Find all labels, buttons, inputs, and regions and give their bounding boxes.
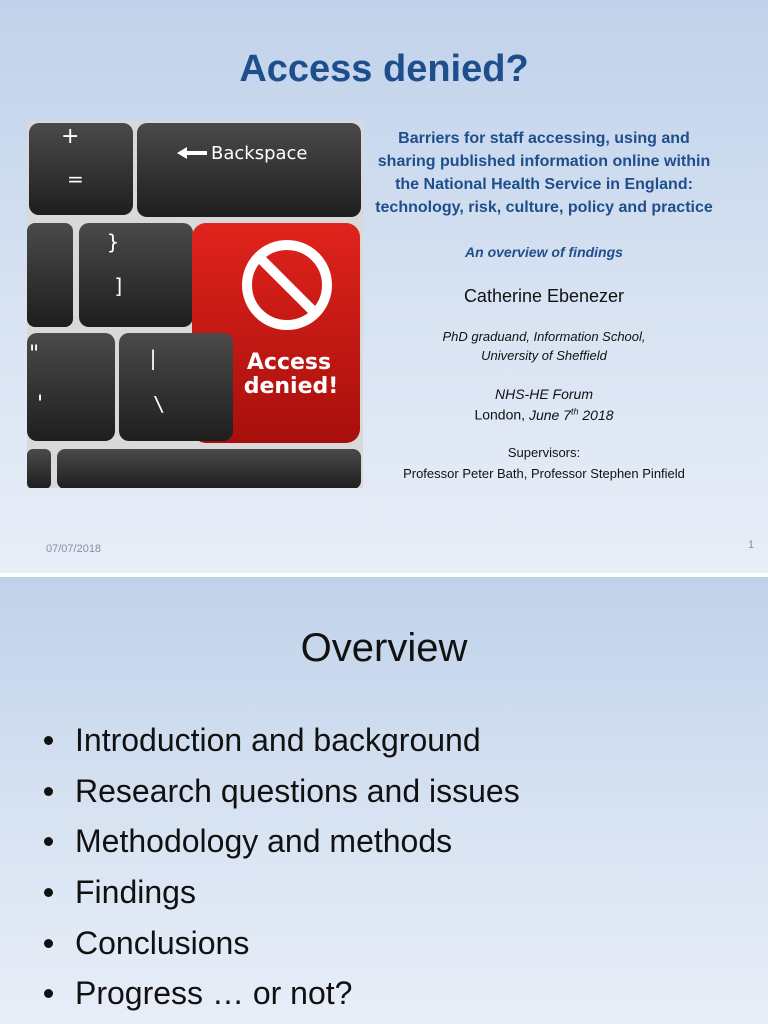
key-bottom-left — [27, 449, 51, 488]
affiliation-line: University of Sheffield — [481, 348, 607, 363]
apostrophe-key-label: ' — [37, 392, 44, 417]
subtitle-line: Barriers for staff accessing, using and — [398, 130, 690, 147]
venue-month: June 7 — [528, 406, 571, 423]
backspace-key — [137, 123, 361, 217]
access-denied-line2: denied! — [243, 374, 339, 399]
quote-key — [27, 333, 115, 441]
slide-number: 1 — [748, 539, 755, 551]
overview-note: An overview of findings — [465, 244, 623, 260]
subtitle-line: sharing published information online within — [377, 153, 711, 170]
brace-key — [79, 223, 193, 327]
list-item-text: Research questions and issues — [75, 772, 520, 809]
bullet-icon — [44, 888, 53, 897]
backspace-key-label: Backspace — [211, 143, 308, 164]
footer-date: 07/07/2018 — [46, 543, 102, 555]
shift-key — [57, 449, 361, 488]
supervisors-label: Supervisors: — [507, 445, 581, 460]
list-item — [44, 867, 520, 918]
affiliation-line: PhD graduand, Information School, — [442, 329, 646, 344]
bullet-icon — [44, 989, 53, 998]
subtitle — [366, 127, 722, 219]
list-item — [44, 816, 520, 867]
list-item-text: Methodology and methods — [75, 823, 453, 860]
bullet-icon — [44, 736, 53, 745]
supervisors-names: Professor Peter Bath, Professor Stephen Pinfield — [403, 466, 685, 481]
slide-title: Access denied? — [239, 48, 529, 90]
plus-key-label: + — [61, 124, 80, 149]
list-item-text: Conclusions — [75, 924, 250, 961]
affiliation — [366, 327, 722, 365]
bullet-icon — [44, 837, 53, 846]
list-item — [44, 715, 520, 766]
subtitle-line: the National Health Service in England: — [395, 176, 693, 193]
bullet-icon — [44, 787, 53, 796]
equals-key-label: = — [67, 167, 84, 191]
list-item-text: Progress … or not? — [75, 975, 353, 1012]
access-denied-line1: Access — [246, 350, 332, 375]
brace-key-label: } — [107, 230, 120, 254]
pipe-key-label: | — [147, 346, 160, 370]
venue-date — [366, 406, 722, 423]
slide-title: Overview — [300, 626, 468, 670]
list-item — [44, 968, 520, 1019]
list-item — [44, 918, 520, 969]
list-item — [44, 766, 520, 817]
backslash-key-label: \ — [153, 392, 166, 416]
key-left-partial — [27, 223, 73, 327]
forum-name: NHS-HE Forum — [494, 386, 593, 402]
venue-city: London, — [474, 406, 526, 423]
backslash-key — [119, 333, 233, 441]
slide-2 — [0, 577, 768, 1024]
venue-year: 2018 — [582, 406, 614, 423]
bullet-icon — [44, 939, 53, 948]
list-item-text: Introduction and background — [75, 722, 481, 758]
list-item-text: Findings — [75, 874, 196, 911]
subtitle-line: technology, risk, culture, policy and practice — [375, 199, 713, 216]
keyboard-access-denied-image — [27, 121, 363, 488]
bracket-key-label: ] — [113, 274, 126, 298]
quote-key-label: " — [29, 342, 40, 367]
venue-sup: th — [570, 406, 579, 416]
author-name: Catherine Ebenezer — [463, 286, 625, 306]
bullet-list — [44, 715, 520, 1019]
